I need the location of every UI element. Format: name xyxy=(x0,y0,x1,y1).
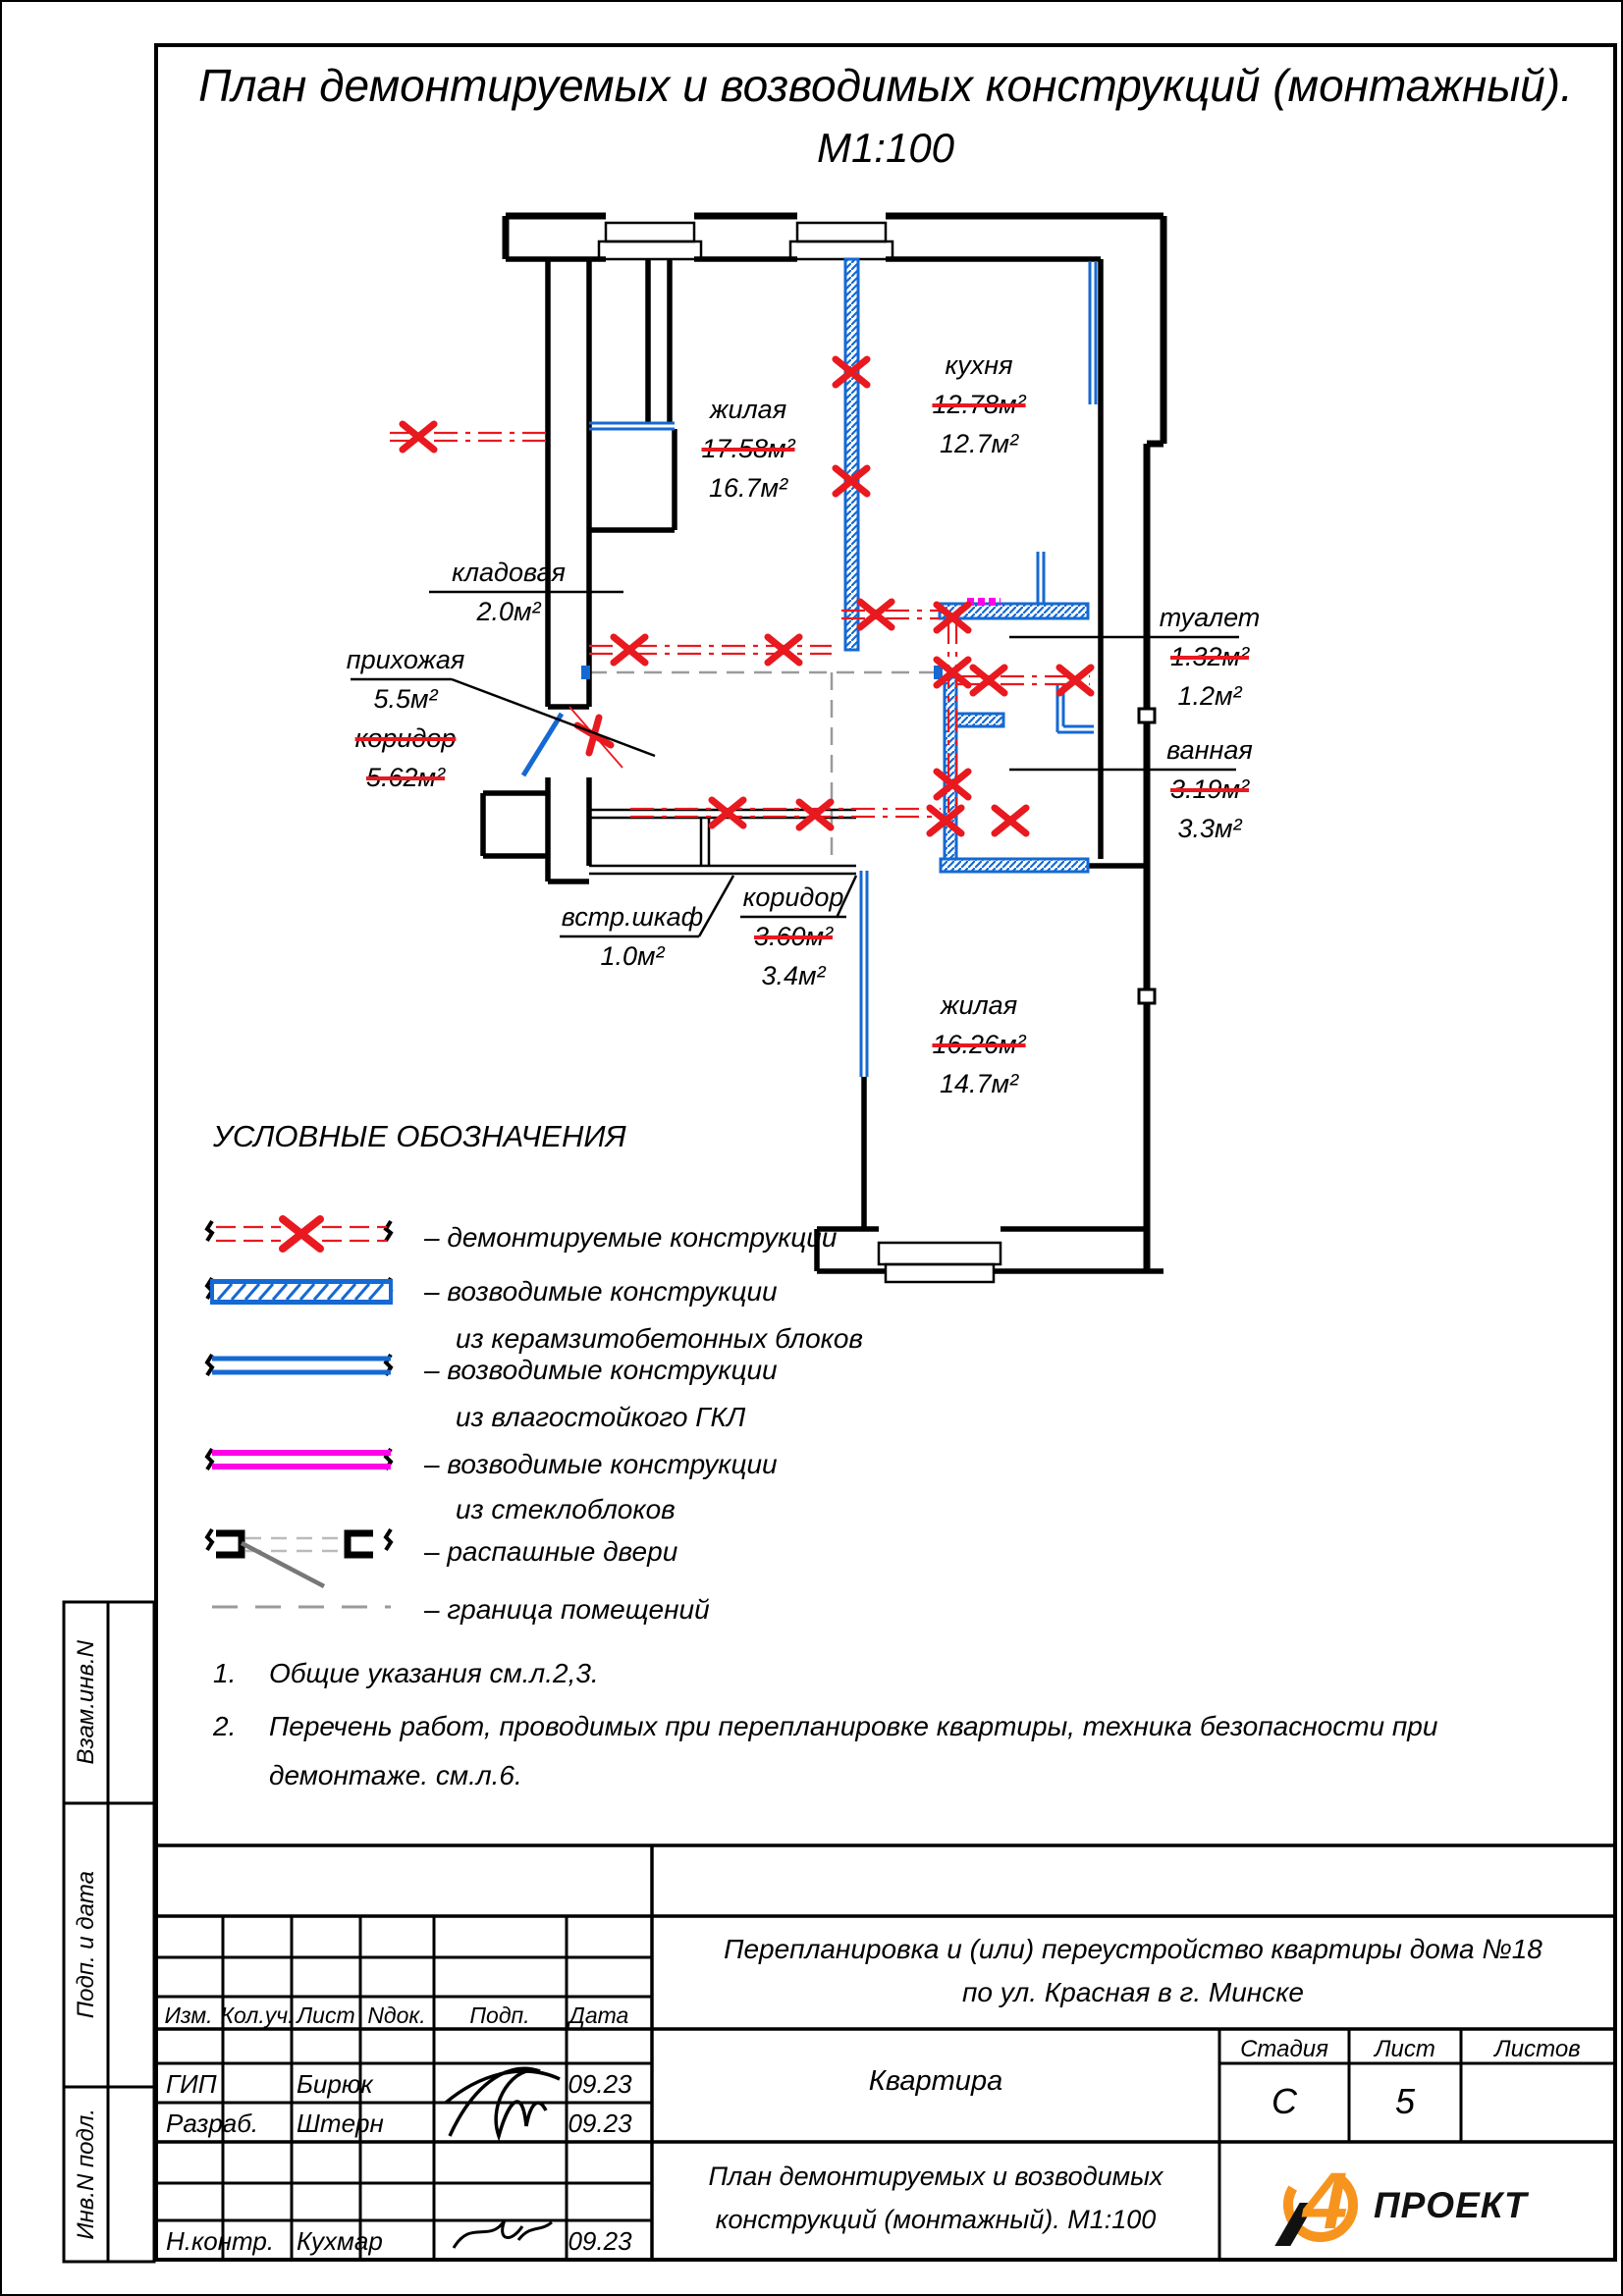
legend-label-glassblock-2: из стеклоблоков xyxy=(456,1494,676,1524)
room-label-kitchen: кухня 12.78м² 12.7м² xyxy=(932,350,1026,458)
sidebar-cell-podp xyxy=(64,1803,108,2087)
room-label-wc: туалет 1.32м² 1.2м² xyxy=(1159,603,1261,711)
tb-drawing-line2: конструкций (монтажный). М1:100 xyxy=(715,2205,1157,2234)
tb-role-gip: ГИП xyxy=(166,2069,217,2099)
tb-sheets-label: Листов xyxy=(1494,2036,1581,2062)
legend-symbol-demolished-icon xyxy=(198,1211,405,1262)
tb-object: Квартира xyxy=(868,2065,1003,2097)
legend-label-demolished: – демонтируемые конструкции xyxy=(424,1222,838,1253)
tb-col-izm: Изм. xyxy=(164,2002,213,2028)
tb-role-nkontr: Н.контр. xyxy=(166,2226,275,2256)
tb-col-podp: Подп. xyxy=(469,2002,530,2028)
note-1-text: Общие указания см.л.2,3. xyxy=(269,1658,599,1688)
sidebar-label-vzam: Взам.инв.N xyxy=(72,1640,99,1765)
legend-symbol-glassblock-icon xyxy=(198,1443,405,1484)
legend-label-boundary: – граница помещений xyxy=(424,1594,710,1625)
tb-name-razrab: Штерн xyxy=(297,2109,384,2138)
tb-date-razrab: 09.23 xyxy=(568,2109,632,2138)
room-label-living1: жилая 17.58м² 16.7м² xyxy=(701,395,795,503)
page-title: План демонтируемых и возводимых конструкций (монтажный). xyxy=(198,60,1573,111)
legend-symbol-keramzit-icon xyxy=(198,1270,405,1317)
tb-drawing-line1: План демонтируемых и возводимых xyxy=(708,2162,1163,2191)
legend-symbol-doors-icon xyxy=(198,1522,405,1592)
page-scale: М1:100 xyxy=(816,125,955,171)
legend-symbol-gkl-icon xyxy=(198,1349,405,1390)
note-2-text: Перечень работ, проводимых при перепланировке квартиры, техника безопасности при демонтаже. см.л.6. xyxy=(269,1711,1438,1790)
sidebar-label-podp: Подп. и дата xyxy=(72,1871,99,2019)
legend-symbol-boundary-icon xyxy=(198,1594,405,1620)
tb-sheet-label: Лист xyxy=(1375,2036,1435,2062)
legend-heading: УСЛОВНЫЕ ОБОЗНАЧЕНИЯ xyxy=(213,1119,626,1153)
legend-label-gkl-2: из влагостойкого ГКЛ xyxy=(456,1402,746,1432)
company-logo xyxy=(1264,2154,1588,2252)
tb-stage-label: Стадия xyxy=(1240,2036,1328,2062)
tb-col-data: Дата xyxy=(568,2002,629,2028)
tb-col-list: Лист xyxy=(297,2002,355,2028)
room-label-living2: жилая 16.26м² 14.7м² xyxy=(932,990,1026,1098)
tb-col-ndok: Nдок. xyxy=(367,2002,426,2028)
signature xyxy=(446,2211,564,2256)
room-label-bathroom: ванная 3.19м² 3.3м² xyxy=(1166,735,1253,843)
new-door-leaf xyxy=(523,714,562,775)
sidebar-label-inv: Инв.N подл. xyxy=(72,2109,99,2240)
note-2-number: 2. xyxy=(213,1711,237,1741)
sidebar-cell-vzam xyxy=(64,1602,108,1803)
note-1-number: 1. xyxy=(213,1658,237,1688)
tb-name-nkontr: Кухмар xyxy=(297,2226,383,2256)
room-label-corridor: коридор 3.60м² 3.4м² xyxy=(742,882,844,990)
tb-col-koluch: Кол.уч. xyxy=(220,2002,295,2028)
sidebar-cell-inv xyxy=(64,2087,108,2262)
room-label-storage: кладовая 2.0м² xyxy=(452,558,566,626)
legend-label-gkl: – возводимые конструкции xyxy=(424,1355,778,1385)
tb-project-line1: Перепланировка и (или) переустройство квартиры дома №18 xyxy=(724,1934,1542,1964)
room-boundary-lines xyxy=(589,672,941,866)
tb-project-line2: по ул. Красная в г. Минске xyxy=(961,1977,1305,2007)
tb-sheet-value: 5 xyxy=(1394,2081,1416,2121)
legend-label-keramzit-2: из керамзитобетонных блоков xyxy=(456,1323,864,1354)
room-label-closet: встр.шкаф 1.0м² xyxy=(561,902,704,971)
tb-date-nkontr: 09.23 xyxy=(568,2226,632,2256)
wall-niche xyxy=(1139,709,1155,722)
tb-stage-value: С xyxy=(1271,2081,1297,2121)
legend-label-keramzit: – возводимые конструкции xyxy=(424,1276,778,1307)
logo-number: 4 xyxy=(1303,2157,1348,2246)
door-jamb xyxy=(581,666,590,679)
tb-date-gip: 09.23 xyxy=(568,2069,632,2099)
legend-label-glassblock: – возводимые конструкции xyxy=(424,1449,778,1479)
room-label-hallway: прихожая 5.5м² коридор 5.62м² xyxy=(346,645,465,792)
logo-text: ПРОЕКТ xyxy=(1374,2185,1528,2225)
tb-role-razrab: Разраб. xyxy=(166,2109,259,2138)
legend-label-doors: – распашные двери xyxy=(424,1536,678,1567)
tb-name-gip: Бирюк xyxy=(297,2069,373,2099)
wall-niche xyxy=(1139,989,1155,1003)
signature xyxy=(436,2046,566,2154)
